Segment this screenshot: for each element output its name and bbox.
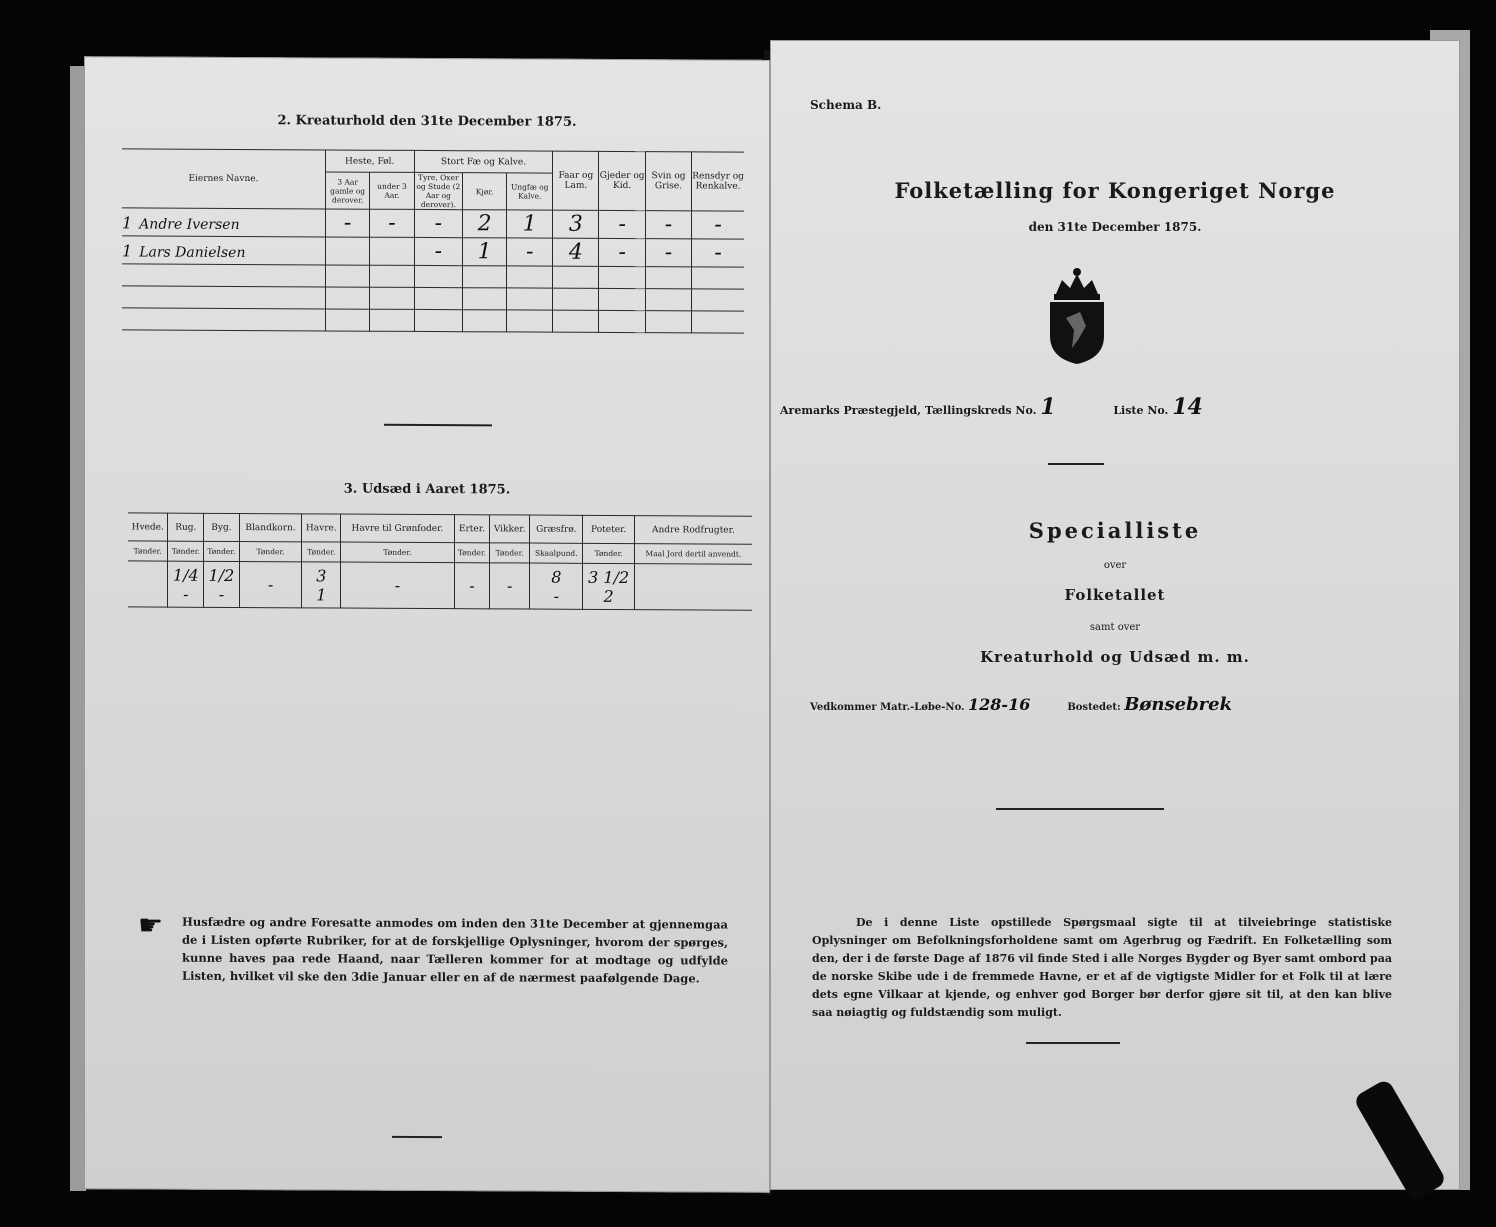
matrikkel-line [810,694,1430,715]
unit: Tønder. [204,541,240,561]
table-row [122,286,744,311]
unit: Tønder. [341,542,454,563]
unit: Tønder. [128,541,168,561]
owner-name: Andre Iversen [139,216,240,234]
over-text: over [1103,560,1127,571]
col-kjor: Kjør. [463,173,507,210]
cell: 2 [463,210,507,238]
specialliste-heading: Specialliste [1028,518,1202,543]
district-label: Tællingskreds No. [924,404,1037,417]
sowing-table [128,512,752,610]
cell: 3 1/2 2 [583,563,634,609]
table-row [122,236,744,267]
unit: Skaalpund. [530,543,583,563]
table-row [122,264,744,289]
col-rensdyr: Rensdyr og Renkalve. [692,152,744,211]
cell: 1 [507,210,553,238]
section3-title: 3. Udsæd i Aaret 1875. [343,481,511,498]
right-page [770,40,1460,1190]
coat-of-arms-icon [1042,266,1112,366]
unit: Tønder. [302,542,341,562]
col-poteter: Poteter. [583,515,634,543]
cell: 8 - [530,563,583,609]
col-havre: Havre. [302,514,341,542]
col-byg: Byg. [204,513,240,541]
pointing-hand-icon: ☛ [138,908,164,942]
cell: - [370,209,414,237]
cell: - [239,562,302,608]
table-row [122,308,744,333]
col-svin: Svin og Grise. [645,152,691,211]
schema-label: Schema B. [810,98,882,112]
col-heste-3aar: 3 Aar gamle og derover. [325,172,370,209]
col-erter: Erter. [454,515,490,543]
col-graesfro: Græsfrø. [530,515,583,543]
col-heste-under3: under 3 Aar. [370,172,414,209]
bosted-value: Bønsebrek [1124,694,1233,715]
col-blandkorn: Blandkorn. [239,514,302,542]
divider [392,1136,442,1138]
col-havre-gronfoder: Havre til Grønfoder. [341,514,454,543]
owner-cell [122,208,325,237]
cell: - [414,237,463,265]
col-hvede: Hvede. [128,513,168,541]
table-row [122,208,744,239]
unit: Tønder. [239,542,302,562]
cell [325,237,370,265]
samt-over-text: samt over [1089,622,1141,633]
table-row [128,561,752,610]
col-vikker: Vikker. [490,515,530,543]
bosted-label: Bostedet: [1067,702,1121,713]
col-ungfae: Ungfæ og Kalve. [507,173,553,210]
cell: - [692,211,744,239]
unit: Tønder. [168,541,204,561]
col-andre-rodfrugter: Andre Rodfrugter. [634,516,752,545]
cell: - [507,238,553,266]
cell: - [341,562,454,609]
owner-name: Lars Danielsen [139,244,246,262]
cell: 1/4 - [168,561,204,607]
cell: - [325,209,370,237]
cell: - [490,563,530,609]
householder-notice: Husfædre og andre Foresatte anmodes om inden den 31te December at gjennemgaa de i Listen opførte Rubriker, for at de forskjellige Oplysninger, hvorom der spørges, kunne haves paa rede Haand, naar Tælleren kommer for at modtage og udfylde Listen, hvilket vil ske den 3die Januar eller en af de nærmest paafølgende Dage. [182,914,728,986]
row-number: 1 [122,241,133,261]
unit: Maal Jord dertil anvendt. [634,544,752,565]
unit: Tønder. [490,543,530,563]
col-tyre: Tyre, Oxer og Stude (2 Aar og derover). [414,172,463,209]
census-purpose-notice: De i denne Liste opstillede Spørgsmaal sigte til at tilveiebringe statistiske Oplysninger om Befolkningsforholdene samt om Agerbrug og Fædrift. En Folketælling som den, der i de første Dage af 1876 vil finde Sted i alle Norges Bygder og Byer samt ombord paa de norske Skibe ude i de fremmede Havne, er et af de vigtigste Midler for et Folk til at lære dets egne Vilkaar at kjende, og enhver god Borger bør derfor gjøre sit til, at den kan blive saa nøiagtig og fuldstændig som muligt. [812,916,1392,1019]
divider [384,424,492,426]
location-line [780,394,1450,420]
district-value: 1 [1040,394,1056,420]
row-number: 1 [122,213,133,233]
matr-value: 128-16 [968,695,1031,714]
cell [634,564,752,611]
cell: 3 [553,210,599,238]
cell: - [645,211,691,239]
unit: Tønder. [454,543,490,563]
cell: - [599,210,645,238]
divider [1026,1042,1120,1044]
cell: - [454,563,490,609]
left-page [84,56,770,1193]
census-title: Folketælling for Kongeriget Norge [894,178,1336,203]
unit: Tønder. [583,543,634,563]
cell [128,561,168,607]
matr-label: Vedkommer Matr.-Løbe-No. [810,702,965,713]
divider [996,808,1164,810]
parish-label: Aremarks Præstegjeld, [780,404,921,417]
cell: 4 [553,238,599,266]
cell: 3 1 [302,562,341,608]
owner-cell [122,236,325,265]
cell: 1/2 - [204,561,240,607]
cell: - [645,239,691,267]
cell: - [599,238,645,266]
cell [370,237,414,265]
cell: 1 [463,238,507,266]
col-stort-fae: Stort Fæ og Kalve. [414,150,553,173]
kreaturhold-heading: Kreaturhold og Udsæd m. m. [980,648,1250,666]
col-heste: Heste, Føl. [325,150,414,172]
liste-label: Liste No. [1113,404,1169,417]
livestock-table [122,148,744,333]
census-date: den 31te December 1875. [1028,220,1202,234]
liste-value: 14 [1172,394,1203,420]
col-rug: Rug. [168,513,204,541]
col-gjeder: Gjeder og Kid. [599,151,645,210]
cell: - [414,209,463,237]
cell: - [692,239,744,267]
col-faar: Faar og Lam. [553,151,599,210]
divider [1048,463,1104,465]
col-owner-names: Eiernes Navne. [122,149,325,209]
folketallet-heading: Folketallet [1064,586,1166,604]
section2-title: 2. Kreaturhold den 31te December 1875. [277,113,577,130]
